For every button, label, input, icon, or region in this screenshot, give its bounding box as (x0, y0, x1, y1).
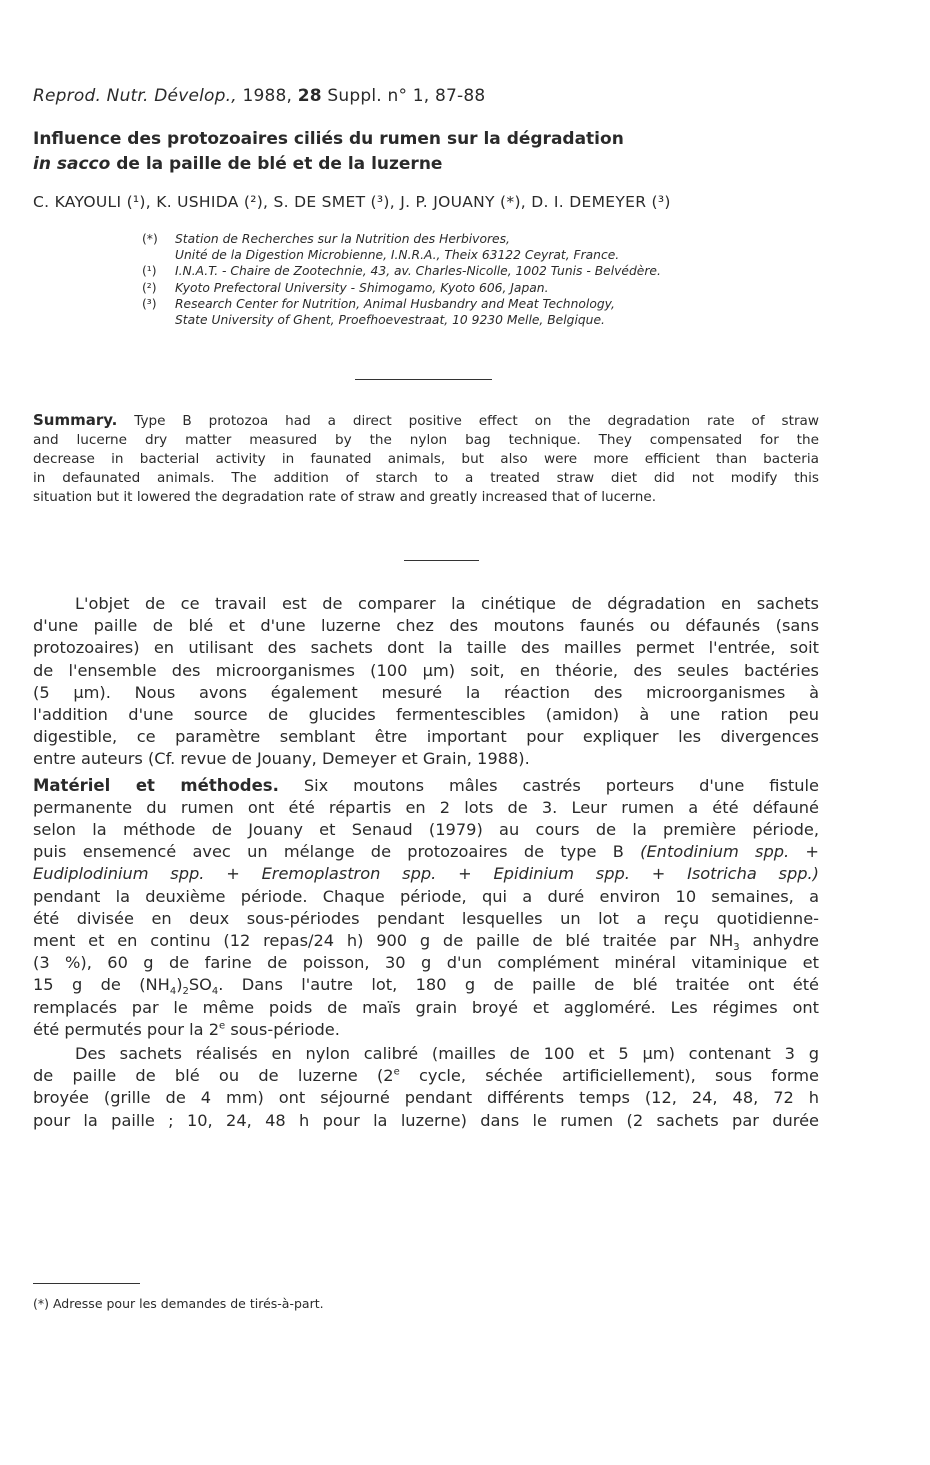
affiliation-text: Unité de la Digestion Microbienne, I.N.R.A., Theix 63122 Ceyrat, France. (175, 248, 620, 263)
body-text: ) (176, 975, 183, 995)
body-line: permanente du rumen ont été répartis en 2 lots de 3. Leur rumen a été défauné (33, 797, 819, 817)
affiliation-marker: (¹) (142, 264, 157, 279)
separator-rule (355, 379, 492, 380)
article-title (33, 127, 893, 177)
body-line: pour la paille ; 10, 24, 48 h pour la luzerne) dans le rumen (2 sachets par durée (33, 1110, 819, 1130)
citation-year: 1988, (236, 86, 298, 106)
body-line: protozoaires) en utilisant des sachets dont la taille des mailles permet l'entrée, soit (33, 638, 819, 658)
body-text: Six moutons mâles castrés porteurs d'une fistule (278, 775, 819, 795)
citation-pages: Suppl. n° 1, 87-88 (321, 86, 486, 106)
body-line: de l'ensemble des microorganismes (100 µm) soit, en théorie, des seules bactéries (33, 660, 819, 680)
subscript: 4 (211, 986, 219, 998)
affiliations (142, 231, 661, 328)
body-line: remplacés par le même poids de maïs grain broyé et aggloméré. Les régimes ont (33, 997, 819, 1017)
footnote-rule (33, 1283, 140, 1284)
journal-name: Reprod. Nutr. Dévelop., (33, 86, 237, 106)
affiliation-row (142, 247, 661, 263)
body-text: sous-période. (225, 1019, 340, 1039)
body-line (33, 930, 819, 952)
affiliation-row (142, 280, 661, 296)
subscript: 2 (182, 986, 189, 998)
body-text: 15 g de (NH (33, 975, 170, 995)
body-line: pendant la deuxième période. Chaque période, qui a duré environ 10 semaines, a (33, 886, 819, 906)
body-line (33, 841, 819, 863)
affiliation-text: Station de Recherches sur la Nutrition des Herbivores, (175, 232, 510, 246)
citation-volume: 28 (297, 86, 322, 106)
title-italic-term: in sacco (33, 154, 111, 174)
body-line: broyée (grille de 4 mm) ont séjourné pendant différents temps (12, 24, 48, 72 h (33, 1088, 819, 1108)
body-line: (3 %), 60 g de farine de poisson, 30 g d'un complément minéral vitaminique et (33, 953, 819, 973)
affiliation-marker: (*) (142, 232, 158, 246)
body-text: cycle, séchée artificiellement), sous forme (399, 1066, 819, 1086)
title-line-2-rest: de la paille de blé et de la luzerne (110, 154, 443, 174)
body-line: L'objet de ce travail est de comparer la cinétique de dégradation en sachets (75, 594, 819, 613)
affiliation-text: State University of Ghent, Proefhoevestraat, 10 9230 Melle, Belgique. (175, 313, 605, 328)
article-body (33, 593, 819, 1132)
affiliation-row (142, 231, 661, 247)
summary-line: decrease in bacterial activity in faunated animals, but also were more efficient than bacteria (33, 451, 819, 467)
footnote: (*) Adresse pour les demandes de tirés-à-part. (33, 1296, 324, 1311)
body-line: Des sachets réalisés en nylon calibré (mailles de 100 et 5 µm) contenant 3 g (75, 1044, 819, 1064)
body-line: entre auteurs (Cf. revue de Jouany, Demeyer et Grain, 1988). (33, 749, 530, 769)
body-line: selon la méthode de Jouany et Senaud (1979) au cours de la première période, (33, 820, 819, 840)
affiliation-row (142, 263, 661, 279)
affiliation-row (142, 312, 661, 328)
body-text: SO (188, 975, 212, 995)
body-line: digestible, ce paramètre semblant être important pour expliquer les divergences (33, 727, 819, 747)
affiliation-text: I.N.A.T. - Chaire de Zootechnie, 43, av. Charles-Nicolle, 1002 Tunis - Belvédère. (175, 264, 661, 279)
body-line (33, 974, 819, 996)
superscript: e (219, 1020, 226, 1032)
summary-line: in defaunated animals. The addition of starch to a treated straw diet did not modify this (33, 470, 819, 486)
superscript: e (393, 1066, 400, 1078)
summary-text: Type B protozoa had a direct positive effect on the degradation rate of straw (117, 413, 819, 429)
body-text: . Dans l'autre lot, 180 g de paille de blé traitée ont été (218, 975, 819, 995)
body-text: puis ensemencé avec un mélange de protozoaires de type B (33, 842, 641, 862)
body-text: été permutés pour la 2 (33, 1019, 220, 1039)
title-line-2 (33, 152, 893, 177)
species-list: (Entodinium spp. + (640, 842, 819, 862)
body-line: (5 µm). Nous avons également mesuré la réaction des microorganismes à (33, 682, 819, 702)
affiliation-text: Kyoto Prefectoral University - Shimogamo, Kyoto 606, Japan. (175, 280, 549, 295)
separator-rule (404, 560, 479, 561)
summary-heading: Summary. (33, 411, 118, 429)
subscript: 3 (733, 942, 740, 954)
affiliation-marker: (²) (142, 280, 157, 295)
body-line (33, 1019, 819, 1041)
body-line: Eudiplodinium spp. + Eremoplastron spp. + Epidinium spp. + Isotricha spp.) (33, 864, 819, 884)
body-line: d'une paille de blé et d'une luzerne chez des moutons faunés ou défaunés (sans (33, 616, 819, 636)
subscript: 4 (169, 986, 177, 998)
summary-section (33, 411, 819, 507)
body-line: été divisée en deux sous-périodes pendant lesquelles un lot a reçu quotidienne- (33, 908, 819, 928)
summary-line: situation but it lowered the degradation rate of straw and greatly increased that of lucerne. (33, 489, 657, 505)
body-line: l'addition d'une source de glucides fermentescibles (amidon) à une ration peu (33, 705, 819, 725)
body-text: de paille de blé ou de luzerne (2 (33, 1066, 394, 1086)
summary-line: and lucerne dry matter measured by the nylon bag technique. They compensated for the (33, 432, 819, 448)
body-line (33, 775, 819, 797)
body-text: anhydre (739, 931, 819, 951)
title-line-1: Influence des protozoaires ciliés du rumen sur la dégradation (33, 129, 624, 149)
body-text: ment et en continu (12 repas/24 h) 900 g de paille de blé traitée par NH (33, 931, 734, 951)
methods-heading: Matériel et méthodes. (33, 775, 279, 795)
journal-citation (33, 86, 485, 106)
author-list: C. KAYOULI (¹), K. USHIDA (²), S. DE SMET (³), J. P. JOUANY (*), D. I. DEMEYER (³) (33, 193, 671, 211)
body-line (33, 1065, 819, 1087)
affiliation-text: Research Center for Nutrition, Animal Husbandry and Meat Technology, (175, 296, 615, 311)
affiliation-marker: (³) (142, 296, 157, 311)
affiliation-row (142, 296, 661, 312)
summary-line (33, 411, 819, 431)
